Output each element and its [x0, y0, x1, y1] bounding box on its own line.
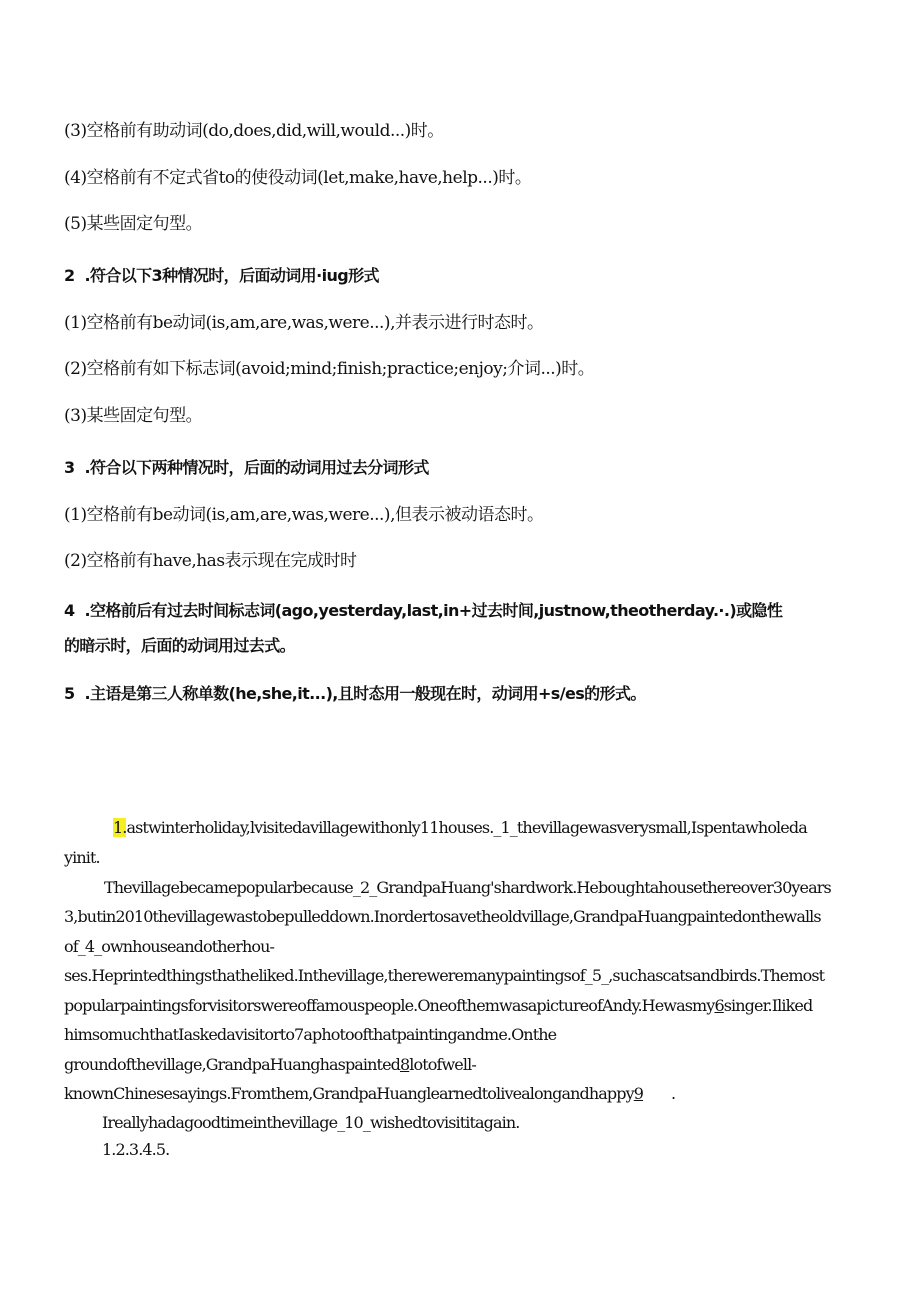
rule-5-fixed-pattern: (5)某些固定句型。 — [64, 214, 203, 234]
rule-2-2-marker-words: (2)空格前有如下标志词(avoid;mind;finish;practice;enjoy;介词...)时。 — [64, 359, 595, 379]
passage-line — [64, 996, 812, 1015]
heading-3-past-participle: 3 .符合以下两种情况时，后面的动词用过去分词形式 — [64, 458, 429, 477]
passage-text: knownChinesesayings.Fromthem,GrandpaHuanglearnedtolivealongandhappy — [64, 1084, 634, 1103]
passage-text: popularpaintingsforvisitorswereoffamouspeople.OneofthemwasapictureofAndy.Hewasmy — [64, 996, 715, 1015]
rule-4-causative-verb: (4)空格前有不定式省to的使役动词(let,make,have,help...)时。 — [64, 168, 532, 188]
heading-5-third-person: 5 .主语是第三人称单数(he,she,it...),且时态用一般现在时，动词用+s∕es的形式。 — [64, 684, 646, 703]
blank-6: 6 — [714, 996, 724, 1015]
passage-text: groundofthevillage,GrandpaHuanghaspainted — [64, 1055, 400, 1074]
answer-numbers: 1.2.3.4.5. — [102, 1140, 170, 1159]
heading-4-past-tense-cont: 的暗示时，后面的动词用过去式。 — [64, 636, 296, 655]
passage-line: of_4_ownhouseandotherhou- — [64, 937, 275, 956]
passage-line — [64, 1055, 476, 1074]
question-number-highlight: 1. — [113, 818, 127, 837]
passage-text: . — [671, 1084, 676, 1103]
blank-9: 9 — [633, 1084, 644, 1103]
passage-paragraph-3: Ireallyhadagoodtimeinthevillage_10_wishedtovisititagain. — [102, 1113, 520, 1132]
passage-text: astwinterholiday,lvisitedavillagewithonly11houses._1_thevillagewasverysmall,Ispentawholeda — [126, 818, 807, 837]
rule-3-1-passive: (1)空格前有be动词(is,am,are,was,were...),但表示被动语态时。 — [64, 505, 544, 525]
rule-3-2-present-perfect: (2)空格前有have,has表示现在完成时时 — [64, 551, 357, 571]
heading-2-ing-form: 2 .符合以下3种情况时，后面动词用·iug形式 — [64, 266, 379, 285]
passage-line: yinit. — [64, 848, 100, 867]
rule-3-aux-verb: (3)空格前有助动词(do,does,did,will,would...)时。 — [64, 121, 444, 141]
passage-paragraph-1 — [113, 818, 807, 837]
passage-line — [64, 1084, 675, 1103]
passage-text: singer.Iliked — [723, 996, 813, 1015]
rule-2-3-fixed-pattern: (3)某些固定句型。 — [64, 406, 203, 426]
passage-line: Thevillagebecamepopularbecause_2_GrandpaHuang'shardwork.Heboughtahousethereover30years — [104, 878, 831, 897]
rule-2-1-progressive: (1)空格前有be动词(is,am,are,was,were...),并表示进行时态时。 — [64, 313, 544, 333]
blank-8: 8 — [400, 1055, 410, 1074]
heading-4-past-tense: 4 .空格前后有过去时间标志词(ago,yesterday,last,in+过去时间,justnow,theotherday.·.)或隐性 — [64, 601, 783, 620]
passage-line: ses.Heprintedthingsthatheliked.Inthevillage,thereweremanypaintingsof_5_,suchascatsandbirds.Themost — [64, 966, 825, 985]
passage-text: lotofwell- — [409, 1055, 476, 1074]
passage-line: himsomuchthatIaskedavisitorto7aphotoofthatpaintingandme.Onthe — [64, 1025, 557, 1044]
passage-line: 3,butin2010thevillagewastobepulleddown.Inordertosavetheoldvillage,GrandpaHuangpaintedonthewalls — [64, 907, 821, 926]
